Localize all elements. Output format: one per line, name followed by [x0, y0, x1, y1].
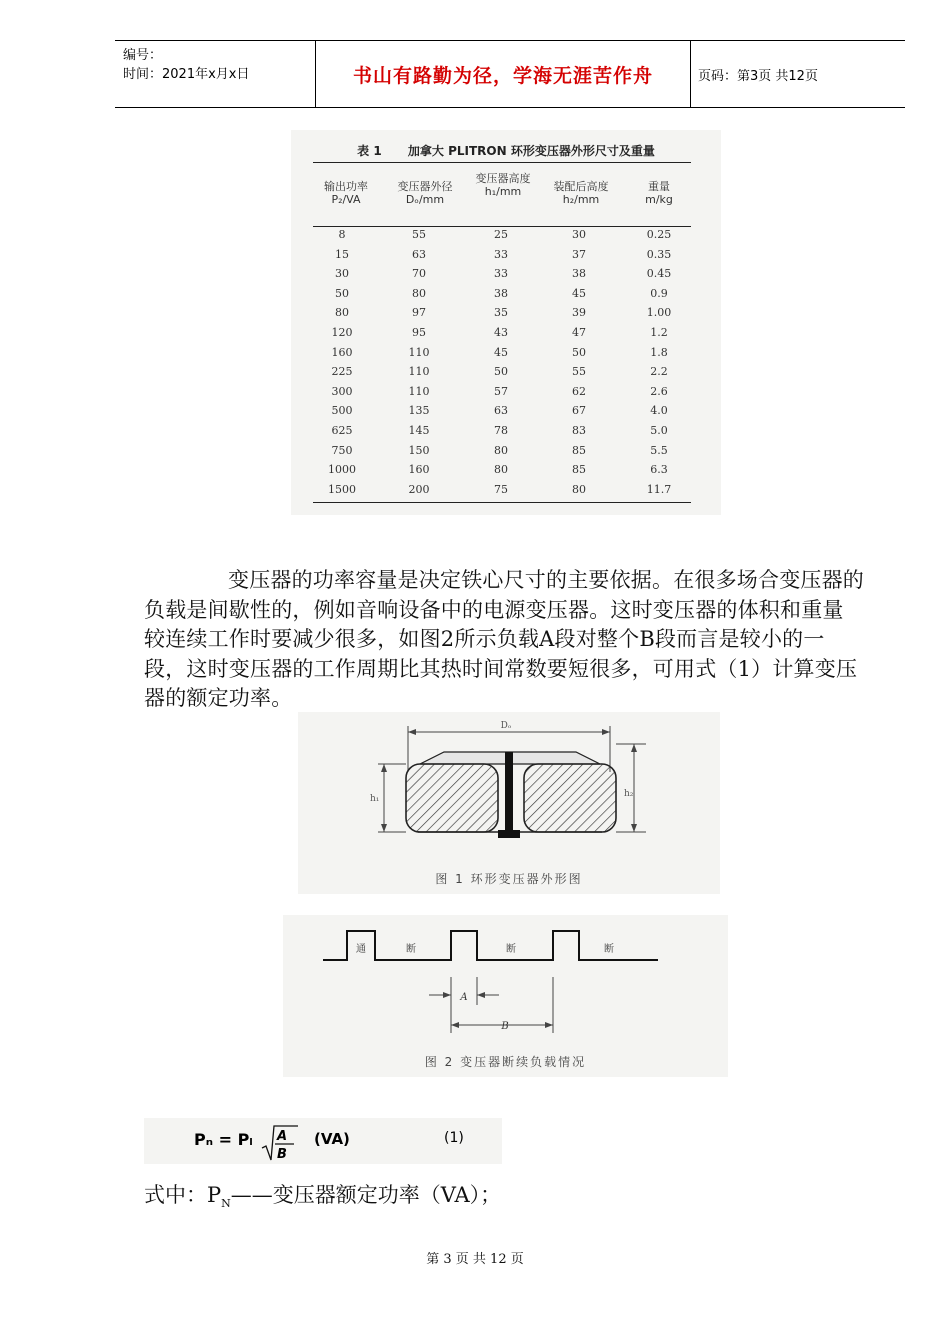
formula-unit: (VA)	[314, 1130, 350, 1148]
formula-number: (1)	[444, 1130, 464, 1146]
frac-numerator: A	[276, 1129, 288, 1144]
table-cell: 67	[572, 404, 586, 418]
figure-2-caption: 图 2 变压器断续负载情况	[424, 1055, 587, 1069]
table-row	[313, 228, 691, 248]
definition-prefix: 式中：P	[144, 1183, 222, 1207]
table-cell: 30	[335, 267, 349, 281]
table-cell: 38	[572, 267, 586, 281]
table-cell: 45	[572, 286, 586, 300]
table-label: 表 1	[357, 144, 382, 158]
table-cell: 38	[494, 286, 508, 300]
sqrt-fraction	[260, 1122, 300, 1162]
label-do: Dₒ	[500, 721, 512, 731]
col-header-power: 输出功率 P₂/VA	[324, 180, 368, 206]
table-bottom-rule	[313, 502, 691, 503]
label-a: A	[460, 992, 468, 1003]
page-indicator: 页码：第3页 共12页	[698, 68, 818, 84]
formula-lhs: Pₙ = Pₗ	[194, 1130, 253, 1149]
definition-subscript: N	[221, 1197, 231, 1211]
table-cell: 750	[331, 443, 353, 457]
table-cell: 5.0	[650, 423, 668, 437]
table-cell: 45	[494, 345, 508, 359]
symbol-definition	[144, 1179, 501, 1210]
table-cell: 85	[572, 463, 586, 477]
table-cell: 15	[335, 247, 349, 261]
label-off-2: 断	[506, 944, 516, 955]
table-cell: 55	[572, 365, 586, 379]
table-row	[313, 365, 691, 385]
figure-2	[283, 915, 728, 1077]
table-cell: 30	[572, 228, 586, 241]
table-cell: 110	[408, 345, 430, 359]
table-row	[313, 326, 691, 346]
definition-text: ——变压器额定功率（VA）；	[230, 1183, 502, 1207]
table-cell: 50	[335, 286, 349, 300]
table-cell: 5.5	[650, 443, 668, 457]
table-cell: 55	[412, 228, 426, 241]
table-cell: 1.8	[650, 345, 668, 359]
table-cell: 97	[412, 306, 426, 320]
header-motto-cell	[315, 41, 691, 107]
table-cell: 2.6	[650, 384, 668, 398]
table-cell: 160	[331, 345, 353, 359]
table-row	[313, 346, 691, 366]
label-off-1: 断	[406, 944, 416, 955]
table-cell: 1.00	[646, 306, 672, 320]
col-header-height: 变压器高度 h₁/mm	[475, 172, 531, 198]
table-row	[313, 483, 691, 503]
table-cell: 80	[572, 482, 586, 496]
header-meta	[115, 41, 315, 107]
table-row	[313, 267, 691, 287]
table-header-rule	[313, 226, 691, 227]
table-cell: 500	[331, 404, 353, 418]
table-cell: 39	[572, 306, 586, 320]
table-cell: 63	[412, 247, 426, 261]
col-header-weight: 重量 m/kg	[645, 180, 673, 206]
table-cell: 300	[331, 384, 353, 398]
table-cell: 33	[494, 267, 508, 281]
figure-1	[298, 712, 720, 894]
label-on: 通	[356, 944, 366, 955]
page-footer: 第 3 页 共 12 页	[426, 1252, 524, 1267]
table-cell: 0.9	[650, 286, 668, 300]
table-cell: 110	[408, 384, 430, 398]
formula-box	[144, 1118, 502, 1164]
table-cell: 78	[494, 423, 508, 437]
col-header-assembled-height: 装配后高度 h₂/mm	[553, 180, 609, 206]
table-title	[291, 142, 721, 159]
table-cell: 11.7	[646, 482, 672, 496]
table-row	[313, 306, 691, 326]
table-row	[313, 385, 691, 405]
table-cell: 63	[494, 404, 508, 418]
table-cell: 120	[331, 325, 353, 339]
table-cell: 70	[412, 267, 426, 281]
table-cell: 160	[408, 463, 430, 477]
table-cell: 37	[572, 247, 586, 261]
table-cell: 35	[494, 306, 508, 320]
table-cell: 0.35	[646, 247, 672, 261]
table-cell: 225	[331, 365, 353, 379]
doc-number: 编号：	[123, 48, 163, 63]
toroid-drawing	[298, 712, 720, 894]
table-cell: 62	[572, 384, 586, 398]
table-cell: 85	[572, 443, 586, 457]
table-cell: 80	[412, 286, 426, 300]
table-cell: 1500	[328, 482, 356, 496]
table-cell: 4.0	[650, 404, 668, 418]
table-cell: 1000	[328, 463, 356, 477]
table-cell: 110	[408, 365, 430, 379]
table-cell: 2.2	[650, 365, 668, 379]
table-cell: 43	[494, 325, 508, 339]
table-cell: 50	[494, 365, 508, 379]
label-h1: h₁	[370, 794, 380, 804]
table-row	[313, 287, 691, 307]
table-caption: 加拿大 PLITRON 环形变压器外形尺寸及重量	[407, 144, 655, 158]
frac-denominator: B	[277, 1147, 287, 1162]
body-paragraph: 变压器的功率容量是决定铁心尺寸的主要依据。在很多场合变压器的负载是间歇性的，例如音响设备中的电源变压器。这时变压器的体积和重量较连续工作时要减少很多，如图2所示负载A段对整个B段而言是较小的一段，这时变压器的工作周期比其热时间常数要短很多，可用式（1）计算变压器的额定功率。	[144, 568, 864, 710]
table-figure	[291, 130, 721, 515]
table-row	[313, 424, 691, 444]
table-row	[313, 444, 691, 464]
table-body	[313, 228, 691, 502]
table-row	[313, 404, 691, 424]
col-header-diameter: 变压器外径 Dₒ/mm	[397, 180, 453, 206]
table-cell: 6.3	[650, 463, 668, 477]
table-cell: 25	[494, 228, 508, 241]
table-row	[313, 248, 691, 268]
header-page-cell	[690, 41, 905, 107]
table-row	[313, 463, 691, 483]
table-cell: 80	[494, 463, 508, 477]
table-cell: 47	[572, 325, 586, 339]
label-h2: h₂	[624, 789, 634, 799]
table-cell: 0.45	[646, 267, 672, 281]
table-cell: 80	[494, 443, 508, 457]
table-cell: 33	[494, 247, 508, 261]
table-cell: 8	[338, 228, 346, 241]
table-cell: 75	[494, 482, 508, 496]
table-cell: 83	[572, 423, 586, 437]
label-b: B	[501, 1021, 509, 1032]
doc-date: 时间：2021年x月x日	[123, 67, 250, 82]
label-off-3: 断	[604, 944, 614, 955]
table-cell: 57	[494, 384, 508, 398]
table-cell: 200	[408, 482, 430, 496]
table-cell: 80	[335, 306, 349, 320]
table-cell: 50	[572, 345, 586, 359]
table-cell: 135	[408, 404, 430, 418]
table-cell: 1.2	[650, 325, 668, 339]
table-cell: 0.25	[646, 228, 672, 241]
motto: 书山有路勤为径，学海无涯苦作舟	[352, 64, 653, 87]
table-cell: 625	[331, 423, 353, 437]
table-cell: 150	[408, 443, 430, 457]
table-cell: 95	[412, 325, 426, 339]
table-cell: 145	[408, 423, 430, 437]
figure-1-caption: 图 1 环形变压器外形图	[435, 872, 583, 886]
table-top-rule	[313, 162, 691, 163]
page-header	[115, 40, 905, 108]
